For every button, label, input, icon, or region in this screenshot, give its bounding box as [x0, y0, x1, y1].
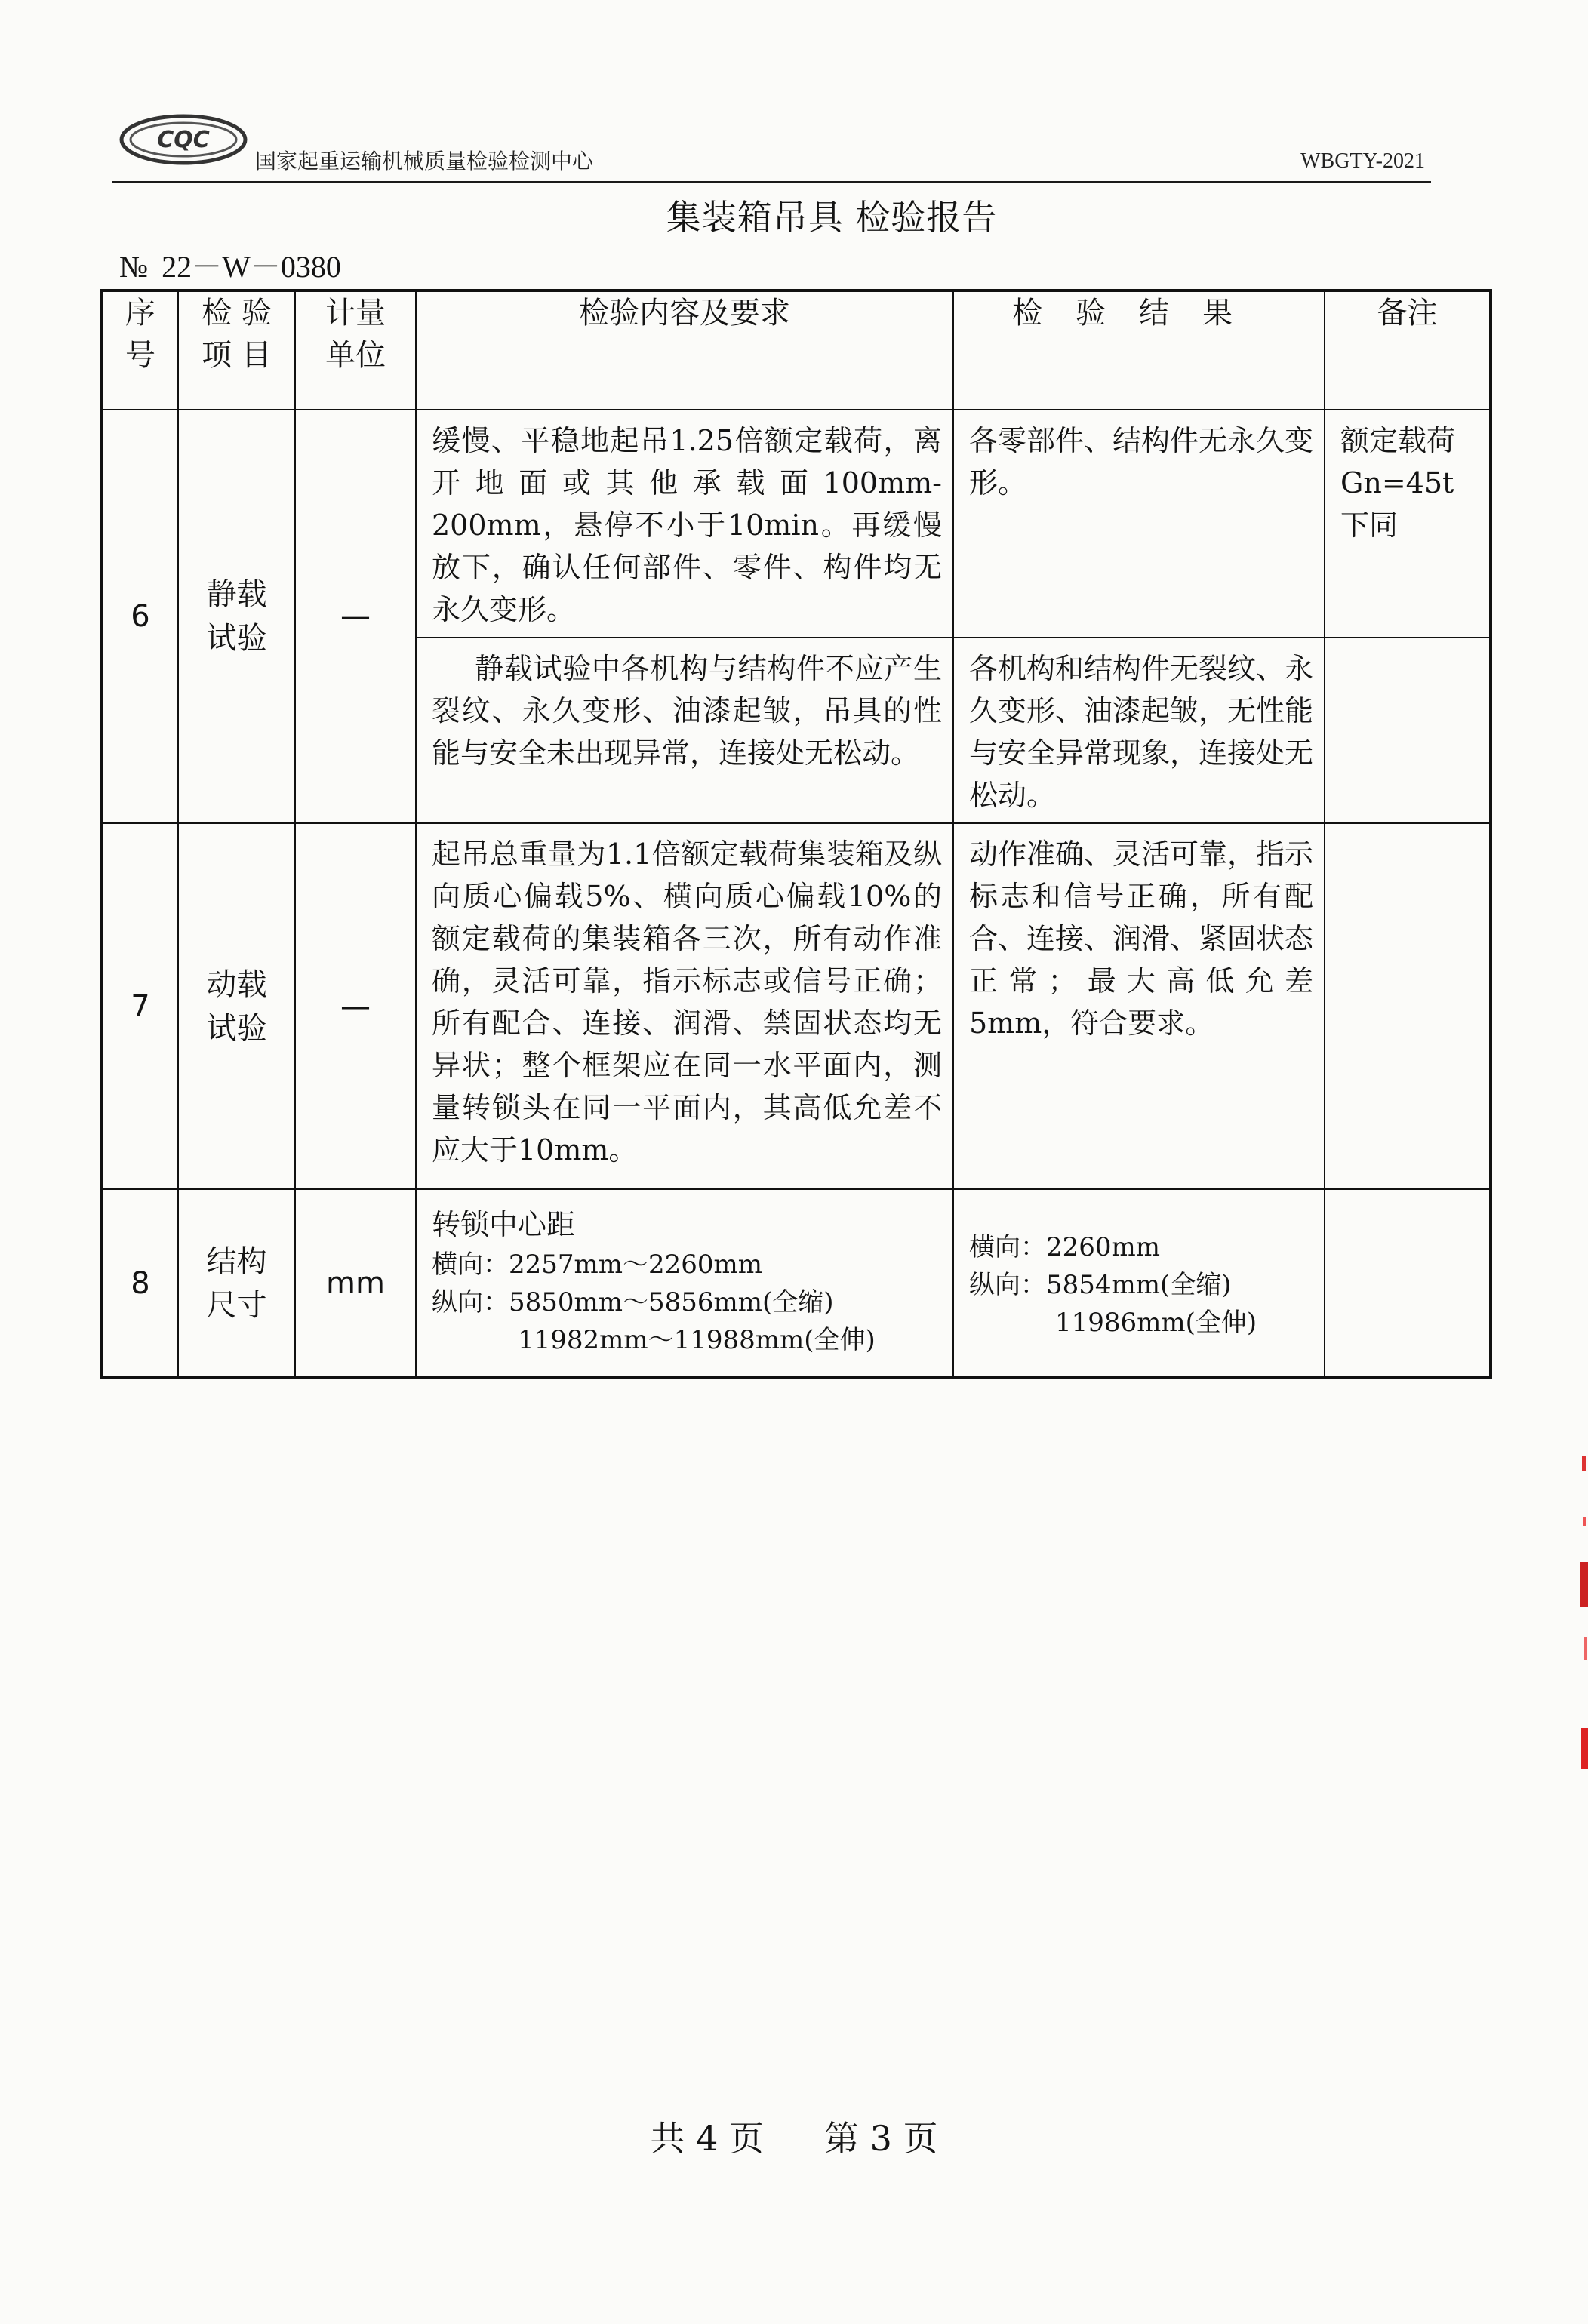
result-line-longitudinal: 纵向：5854mm(全缩) [969, 1269, 1232, 1300]
row-unit: — [295, 410, 416, 823]
header-rule [112, 181, 1431, 183]
content-line-longitudinal: 纵向：5850mm～5856mm(全缩) [432, 1287, 834, 1317]
row-remark: 额定载荷Gn=45t下同 [1325, 410, 1491, 638]
row-unit: — [295, 823, 416, 1189]
row-item-line2: 试验 [206, 1010, 267, 1046]
total-pages: 共 4 页 [650, 2118, 764, 2159]
header-remark: 备注 [1325, 290, 1491, 410]
header-seq-line2: 号 [125, 338, 155, 373]
row-seq: 8 [102, 1189, 178, 1378]
organization-name: 国家起重运输机械质量检验检测中心 [255, 149, 594, 174]
table-row [102, 1189, 1491, 1378]
header-item-line1: 检 验 [202, 296, 272, 330]
current-page: 第 3 页 [824, 2118, 938, 2159]
header-unit [295, 290, 416, 410]
report-number [119, 243, 341, 286]
table-row [102, 823, 1491, 1189]
header-seq [102, 290, 178, 410]
row-seq: 7 [102, 823, 178, 1189]
document-code: WBGTY-2021 [1300, 149, 1425, 173]
row-item-line1: 动载 [206, 967, 267, 1002]
header-result: 检验结果 [953, 290, 1325, 410]
content-title: 转锁中心距 [432, 1208, 576, 1241]
row-item-line2: 尺寸 [206, 1287, 267, 1323]
row-item [178, 1189, 295, 1378]
content-line-transverse: 横向：2257mm～2260mm [432, 1250, 763, 1280]
report-title: 集装箱吊具 检验报告 [666, 197, 998, 238]
header-content: 检验内容及要求 [416, 290, 953, 410]
row-result: 各零部件、结构件无永久变形。 [953, 410, 1325, 638]
row-content: 缓慢、平稳地起吊1.25倍额定载荷，离开地面或其他承载面100mm-200mm，悬停不小于10min。再缓慢放下，确认任何部件、零件、构件均无永久变形。 [416, 410, 953, 638]
row-result: 各机构和结构件无裂纹、永久变形、油漆起皱，无性能与安全异常现象，连接处无松动。 [953, 638, 1325, 823]
row-unit: mm [295, 1189, 416, 1378]
row-result: 动作准确、灵活可靠，指示标志和信号正确，所有配合、连接、润滑、紧固状态正常；最大高低允差5mm，符合要求。 [953, 823, 1325, 1189]
table-header-row [102, 290, 1491, 410]
header-unit-line2: 单位 [325, 338, 386, 373]
header-unit-line1: 计量 [325, 296, 386, 330]
row-item-line1: 静载 [206, 577, 267, 612]
cqc-logo [119, 113, 248, 166]
header-item-line2: 项 目 [202, 338, 272, 373]
row-item-line1: 结构 [206, 1243, 267, 1279]
seal-fragment [1576, 1456, 1588, 1773]
row-item-line2: 试验 [206, 621, 267, 656]
number-value: 22－W－0380 [162, 250, 341, 284]
table-row [102, 410, 1491, 638]
row-remark [1325, 1189, 1491, 1378]
content-line-extended: 11982mm～11988mm(全伸) [518, 1325, 876, 1355]
number-symbol: № [119, 250, 149, 284]
row-item [178, 410, 295, 823]
row-result [953, 1189, 1325, 1378]
result-line-transverse: 横向：2260mm [969, 1231, 1161, 1262]
row-item [178, 823, 295, 1189]
row-remark [1325, 638, 1491, 823]
svg-text:CQC: CQC [157, 127, 210, 153]
row-content: 起吊总重量为1.1倍额定载荷集装箱及纵向质心偏载5%、横向质心偏载10%的额定载荷的集装箱各三次，所有动作准确，灵活可靠，指示标志或信号正确；所有配合、连接、润滑、禁固状态均无异状；整个框架应在同一水平面内，测量转锁头在同一平面内，其高低允差不应大于10mm。 [416, 823, 953, 1189]
row-remark [1325, 823, 1491, 1189]
header-seq-line1: 序 [125, 296, 155, 330]
result-line-extended: 11986mm(全伸) [1055, 1307, 1257, 1338]
row-content: 静载试验中各机构与结构件不应产生裂纹、永久变形、油漆起皱，吊具的性能与安全未出现异常，连接处无松动。 [416, 638, 953, 823]
page-footer [0, 2111, 1588, 2161]
row-content [416, 1189, 953, 1378]
inspection-table [100, 289, 1492, 1379]
header-item [178, 290, 295, 410]
row-seq: 6 [102, 410, 178, 823]
